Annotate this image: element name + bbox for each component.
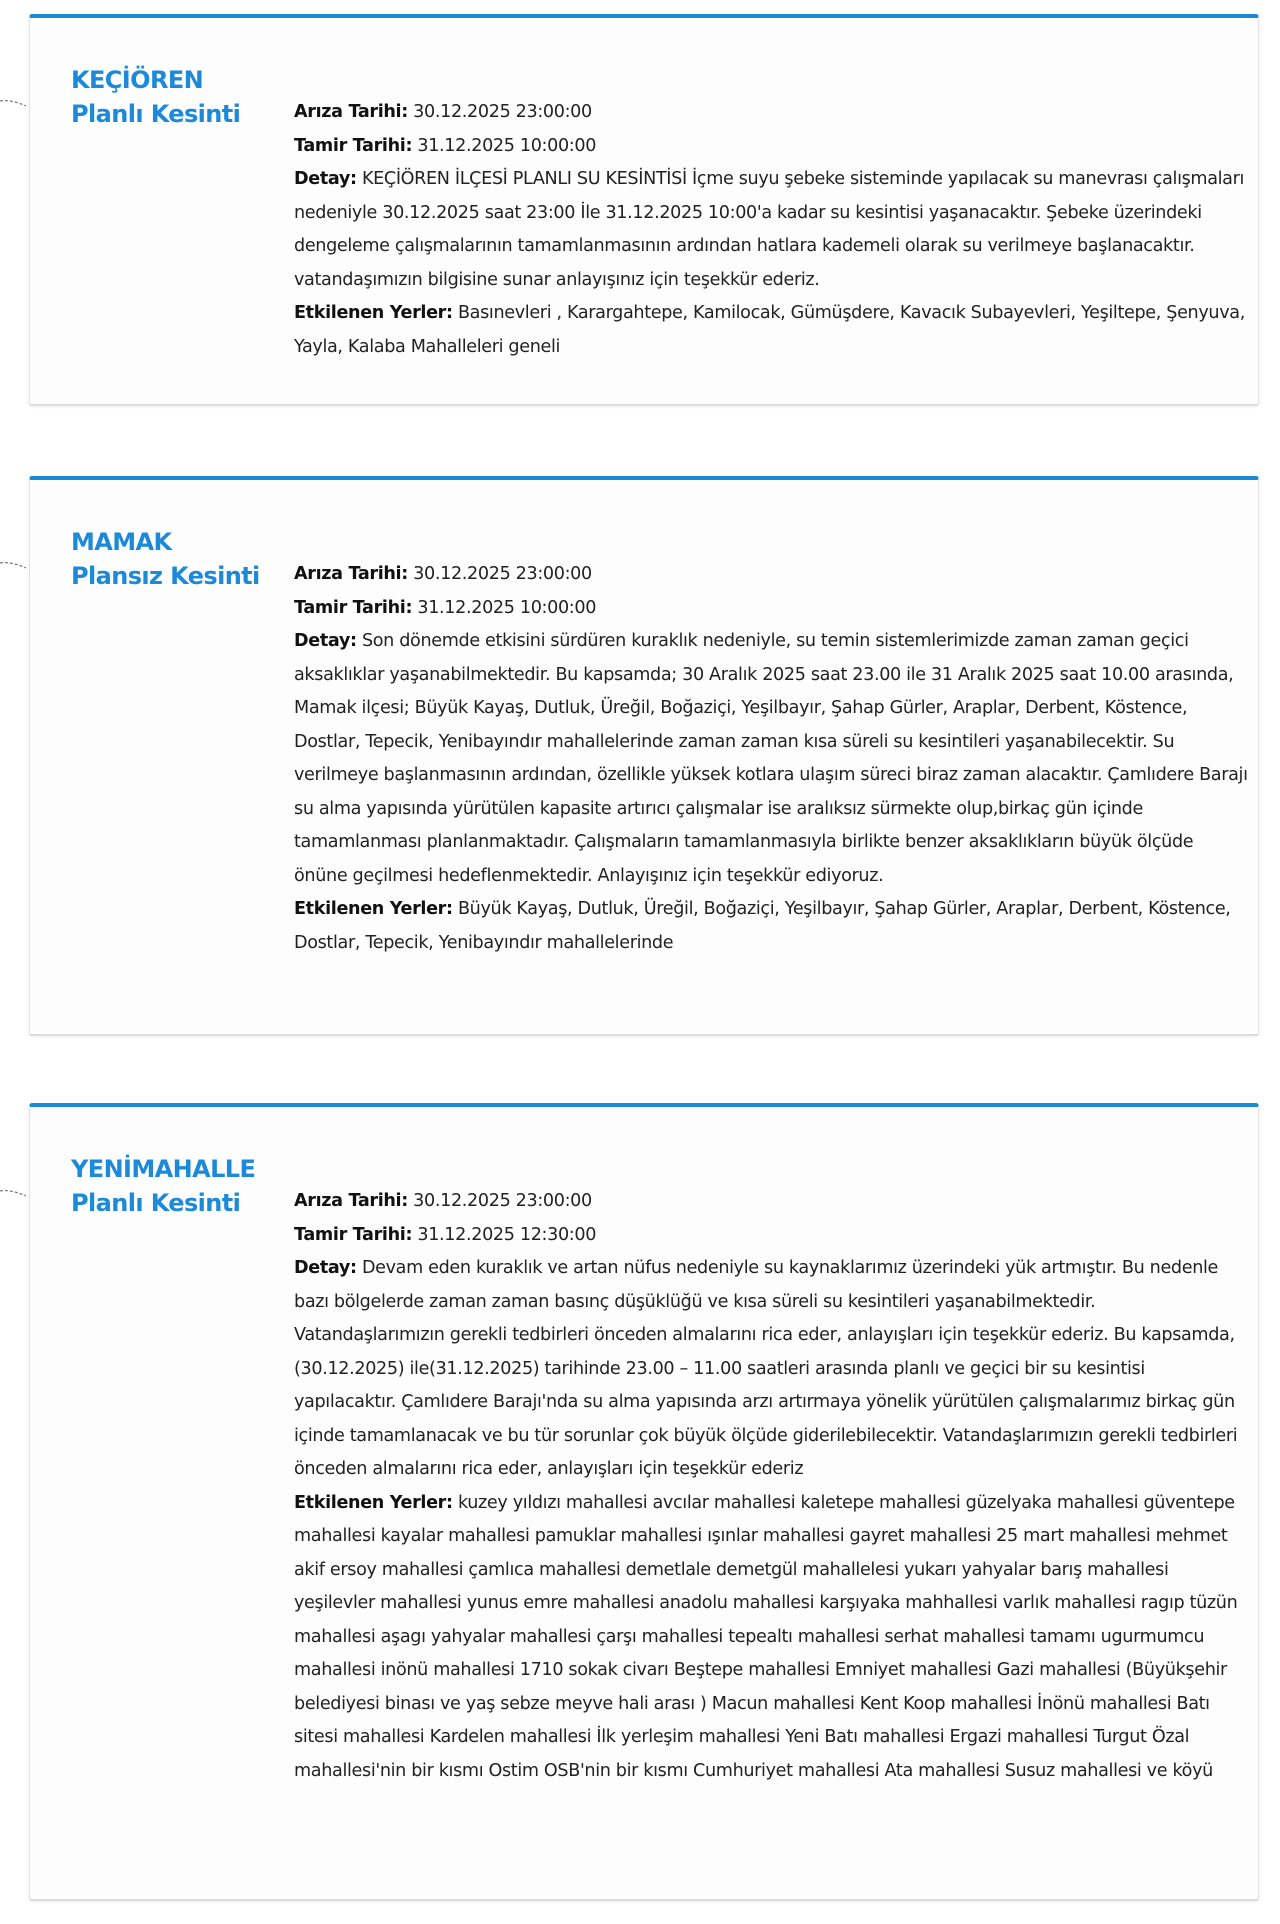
affected-areas-row (294, 893, 1249, 960)
card-details (294, 558, 1249, 960)
failure-date-value: 30.12.2025 23:00:00 (413, 564, 592, 584)
affected-areas-row (294, 1487, 1249, 1789)
detail-text: Devam eden kuraklık ve artan nüfus nedeniyle su kaynaklarımız üzerindeki yük artmıştır. Bu nedenle bazı bölgelerde zaman zaman basınç düşüklüğü ve kısa süreli su kesintileri yaşanabilmektedir. Vatandaşlarımızın gerekli tedbirleri önceden almalarını rica eder, anlayışları için teşekkür ederiz. Bu kapsamda, (30.12.2025) ile(31.12.2025) tarihinde 23.00 – 11.00 saatleri arasında planlı ve geçici bir su kesintisi yapılacaktır. Çamlıdere Barajı'nda su alma yapısında arzı artırmaya yönelik yürütülen çalışmalarımız birkaç gün içinde tamamlanacak ve bu tür sorunlar çok büyük ölçüde giderilebilecektir. Vatandaşlarımızın gerekli tedbirleri önceden almalarını rica eder, anlayışları için teşekkür ederiz (294, 1258, 1238, 1479)
outage-type: Planlı Kesinti (71, 1189, 241, 1217)
edge-line-decoration (0, 1186, 28, 1202)
affected-areas-row (294, 297, 1249, 364)
repair-date-row (294, 130, 1249, 164)
repair-date-label: Tamir Tarihi: (294, 1224, 413, 1245)
outage-type: Plansız Kesinti (71, 562, 260, 590)
detail-label: Detay: (294, 169, 357, 189)
repair-date-row (294, 1219, 1249, 1253)
repair-date-value: 31.12.2025 10:00:00 (417, 597, 597, 618)
card-header (71, 1152, 271, 1220)
district-name: YENİMAHALLE (71, 1155, 256, 1183)
detail-text: Son dönemde etkisini sürdüren kuraklık nedeniyle, su temin sistemlerimizde zaman zaman geçici aksaklıklar yaşanabilmektedir. Bu kapsamda; 30 Aralık 2025 saat 23.00 ile 31 Aralık 2025 saat 10.00 arasında, Mamak ilçesi; Büyük Kayaş, Dutluk, Üreğil, Boğaziçi, Yeşilbayır, Şahap Gürler, Araplar, Derbent, Köstence, Dostlar, Tepecik, Yenibayındır mahallelerinde zaman zaman kısa süreli su kesintileri yaşanabilecektir. Su verilmeye başlanmasının ardından, özellikle yüksek kotlara ulaşım süreci biraz zaman alacaktır. Çamlıdere Barajı su alma yapısında yürütülen kapasite artırıcı çalışmalar ise aralıksız sürmekte olup,birkaç gün içinde tamamlanması planlanmaktadır. Çalışmaların tamamlanmasıyla birlikte benzer aksaklıkların büyük ölçüde önüne geçilmesi hedeflenmektedir. Anlayışınız için teşekkür ediyoruz. (294, 631, 1248, 886)
outage-type: Planlı Kesinti (71, 100, 241, 128)
district-name: MAMAK (71, 528, 172, 556)
affected-areas-label: Etkilenen Yerler: (294, 899, 453, 919)
failure-date-label: Arıza Tarihi: (294, 564, 408, 584)
repair-date-value: 31.12.2025 10:00:00 (417, 135, 597, 156)
detail-text: KEÇİÖREN İLÇESİ PLANLI SU KESİNTİSİ İçme suyu şebeke sisteminde yapılacak su manevrası çalışmaları nedeniyle 30.12.2025 saat 23:00 İle 31.12.2025 10:00'a kadar su kesintisi yaşanacaktır. Şebeke üzerindeki dengeleme çalışmalarının tamamlanmasının ardından hatlara kademeli olarak su verilmeye başlanacaktır. vatandaşımızın bilgisine sunar anlayışınız için teşekkür ederiz. (294, 169, 1245, 290)
detail-row (294, 163, 1249, 297)
affected-areas-text: kuzey yıldızı mahallesi avcılar mahallesi kaletepe mahallesi güzelyaka mahallesi güventepe mahallesi kayalar mahallesi pamuklar mahallesi ışınlar mahallesi gayret mahallesi 25 mart mahallesi mehmet akif ersoy mahallesi çamlıca mahallesi demetlale demetgül mahallelesi yukarı yahyalar barış mahallesi yeşilevler mahallesi yunus emre mahallesi anadolu mahallesi karşıyaka mahhallesi varlık mahallesi ragıp tüzün mahallesi aşagı yahyalar mahallesi çarşı mahallesi tepealtı mahallesi serhat mahallesi tamamı ugurmumcu mahallesi inönü mahallesi 1710 sokak civarı Beştepe mahallesi Emniyet mahallesi Gazi mahallesi (Büyükşehir belediyesi binası ve yaş sebze meyve hali arası ) Macun mahallesi Kent Koop mahallesi İnönü mahallesi Batı sitesi mahallesi Kardelen mahallesi İlk yerleşim mahallesi Yeni Batı mahallesi Ergazi mahallesi Turgut Özal mahallesi'nin bir kısmı Ostim OSB'nin bir kısmı Cumhuriyet mahallesi Ata mahallesi Susuz mahallesi ve köyü (294, 1492, 1238, 1781)
failure-date-row (294, 1185, 1249, 1219)
detail-row (294, 1252, 1249, 1487)
card-details (294, 1185, 1249, 1788)
detail-row (294, 625, 1249, 893)
outage-card-kecioren (29, 14, 1259, 406)
failure-date-row (294, 96, 1249, 130)
repair-date-value: 31.12.2025 12:30:00 (417, 1224, 597, 1245)
repair-date-row (294, 592, 1249, 626)
affected-areas-text: Basınevleri , Karargahtepe, Kamilocak, Gümüşdere, Kavacık Subayevleri, Yeşiltepe, Şenyuva, Yayla, Kalaba Mahalleleri geneli (294, 303, 1245, 357)
card-header (71, 63, 271, 131)
failure-date-row (294, 558, 1249, 592)
failure-date-label: Arıza Tarihi: (294, 1191, 408, 1211)
affected-areas-text: Büyük Kayaş, Dutluk, Üreğil, Boğaziçi, Yeşilbayır, Şahap Gürler, Araplar, Derbent, Köstence, Dostlar, Tepecik, Yenibayındır mahallelerinde (294, 899, 1231, 953)
failure-date-value: 30.12.2025 23:00:00 (413, 1191, 592, 1211)
repair-date-label: Tamir Tarihi: (294, 135, 413, 156)
outage-card-mamak (29, 476, 1259, 1036)
outage-card-yenimahalle (29, 1103, 1259, 1901)
card-header (71, 525, 271, 593)
edge-line-decoration (0, 558, 28, 574)
affected-areas-label: Etkilenen Yerler: (294, 303, 453, 323)
detail-label: Detay: (294, 631, 357, 651)
failure-date-label: Arıza Tarihi: (294, 102, 408, 122)
card-details (294, 96, 1249, 364)
edge-line-decoration (0, 96, 28, 112)
district-name: KEÇİÖREN (71, 66, 204, 94)
detail-label: Detay: (294, 1258, 357, 1278)
affected-areas-label: Etkilenen Yerler: (294, 1492, 453, 1513)
repair-date-label: Tamir Tarihi: (294, 597, 413, 618)
failure-date-value: 30.12.2025 23:00:00 (413, 102, 592, 122)
